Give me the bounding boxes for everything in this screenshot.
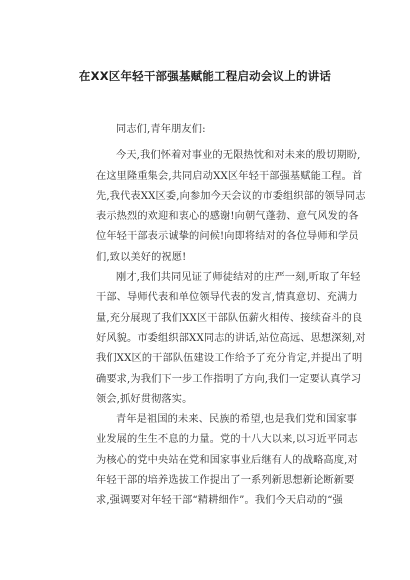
paragraph-line: 为核心的党中央站在党和国家事业后继有人的战略高度,对 [96, 454, 358, 466]
paragraph-line: 领会,抓好贯彻落实。 [96, 393, 193, 405]
paragraph-line: 业发展的生生不息的力量。党的十八大以来,以习近平同志 [96, 434, 358, 446]
document-title: 在XX区年轻干部强基赋能工程启动会议上的讲话 [78, 69, 332, 83]
paragraph-line: 先,我代表XX区委,向参加今天会议的市委组织部的领导同志 [96, 190, 366, 202]
paragraph-line: 位年轻干部表示诚挚的问候!向即将结对的各位导师和学员 [96, 231, 359, 243]
paragraph-line: 确要求,为我们下一步工作指明了方向,我们一定要认真学习 [96, 373, 362, 385]
paragraph-line: 在这里隆重集会,共同启动XX区年轻干部强基赋能工程。首 [96, 170, 363, 182]
paragraph-line: 们,致以美好的祝愿! [96, 251, 187, 263]
document-body [96, 120, 366, 512]
paragraph-line: 刚才,我们共同见证了师徒结对的庄严一刻,听取了年轻 [116, 272, 361, 284]
paragraph-line: 我们XX区的干部队伍建设工作给予了充分肯定,并提出了明 [96, 353, 363, 365]
paragraph-line: 青年是祖国的未来、民族的希望,也是我们党和国家事 [116, 414, 358, 426]
paragraph-line: 今天,我们怀着对事业的无限热忱和对未来的殷切期盼, [116, 150, 361, 162]
paragraph-3 [96, 410, 358, 511]
paragraph-line: 量,充分展现了我们XX区干部队伍薪火相传、接续奋斗的良 [96, 312, 363, 324]
paragraph-line: 好风貌。市委组织部XX同志的讲话,站位高远、思想深刻,对 [96, 332, 366, 344]
paragraph-line: 求,强调要对年轻干部“精耕细作”。我们今天启动的“强 [96, 495, 343, 507]
paragraph-line: 年轻干部的培养选拔工作提出了一系列新思想新论断新要 [96, 475, 355, 487]
paragraph-line: 干部、导师代表和单位领导代表的发言,情真意切、充满力 [96, 292, 358, 304]
paragraph-line: 表示热烈的欢迎和衷心的感谢!向朝气蓬勃、意气风发的各 [96, 211, 359, 223]
greeting-line: 同志们,青年朋友们: [116, 124, 206, 135]
paragraph-2 [96, 268, 366, 410]
paragraph-1 [96, 146, 366, 268]
